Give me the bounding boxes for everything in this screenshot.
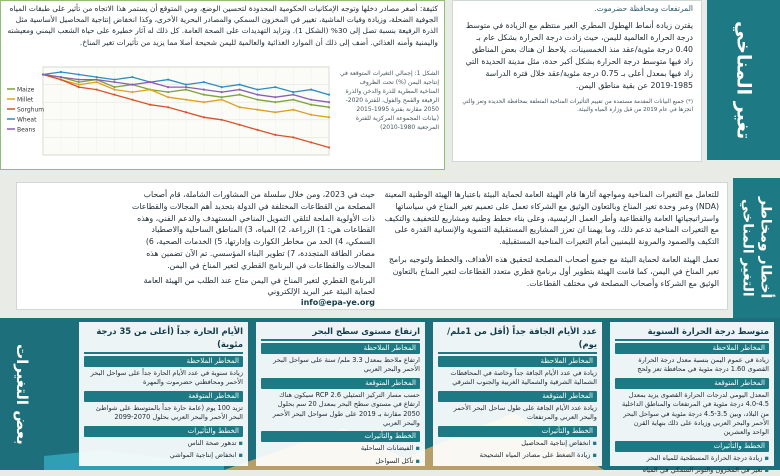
section-tab-risks: أخطار ومخاطر التغير المناخي	[733, 178, 780, 318]
yield-chart-svg	[5, 63, 335, 167]
impact-column	[79, 322, 248, 466]
chart-point	[256, 99, 258, 101]
chart-point	[292, 136, 294, 138]
top-footnote: (*) جميع البيانات المقدمة مستمدة من تقييم التأثيرات المناخية المتعلقة بمحافظة الحديدة وتعز والتي انجزها في عام 2019 من قبل وزارة المياه والبيئة.	[462, 99, 693, 114]
risks-card	[16, 182, 728, 310]
chart-point	[310, 114, 312, 116]
chart-point	[239, 106, 241, 108]
plans-label: الخطط والتأثيرات	[615, 441, 769, 452]
expected-label: المخاطر المتوقعة	[615, 378, 769, 389]
chart-point	[239, 124, 241, 126]
chart-point	[131, 84, 133, 86]
chart-point	[310, 89, 312, 91]
chart-point	[256, 129, 258, 131]
impact-column-title: ارتفاع مستوى سطح البحر	[261, 325, 420, 341]
chart-point	[113, 81, 115, 83]
chart-point	[149, 89, 151, 91]
chart-point	[203, 89, 205, 91]
chart-point	[221, 96, 223, 98]
top-middle-card	[0, 0, 445, 170]
chart-point	[274, 134, 276, 136]
expected-label: المخاطر المتوقعة	[261, 378, 420, 389]
impact-column	[256, 322, 425, 466]
chart-point	[328, 146, 330, 148]
chart-point	[42, 73, 44, 75]
plan-item: ▪ زيادة الضغط على مصادر المياه الشحيحة	[438, 451, 597, 460]
chart-point	[60, 71, 62, 73]
plans-label: الخطط والتأثيرات	[84, 426, 243, 437]
expected-text: المعدل اليومي لدرجات الحرارة القصوى يزيد بمعدل 4.5-4.0 درجة مئوية في المرتفعات والمناطق الداخلية من البلاد، وبين 3.5-4.5 درجة مئوية في سواحل البحر الأحمر والبحر العربي وزيادة على ذلك بنهاية القرن الواحد والعشرين	[621, 390, 769, 437]
chart-point	[96, 81, 98, 83]
observed-label: المخاطر الملاحظة	[438, 356, 597, 367]
risks-paragraph-1: للتعامل مع التغيرات المناخية ومواجهة آثارها قام الهيئة العامة لحماية البيئة باعتبارها الهيئة الوطنية المعينة (NDA) وعبر وحدة تغير المناخ وبالتعاون الوثيق مع الشركاء تعمل على تعميم تغير المناخ في سياساتها واستراتيجياتها العامة والقطاعية وأطر العمل الرئيسية، وعلى بناء خطط وطنية ومشاريع للتخفيف والتكيف مع التغيرات المناخية تدعم ذلك، وما يهمنا ان تعزز المشاريع المستقبلية التنموية والإنسانية القدرة على التكيف والصمود والمرونة لليمنيين أمام التغيرات المناخية المستقبلية.	[384, 190, 719, 247]
figure-caption: الشكل 1: إجمالي التغيرات المتوقعة في إنتاجية اليمن (%) تحت الظروف المناخية المطرية للذرة والدخن والذرة الرفيعة والقمح والفول، للفترة 2020-2050 مقارنة بفترة 1995-2015 (بيانات المجموعة المركزية للفترة المرجعية 1980-2010)	[340, 70, 439, 131]
chart-point	[149, 104, 151, 106]
impact-column-title: متوسط درجة الحرارة السنوية	[615, 325, 769, 341]
chart-point	[256, 109, 258, 111]
chart-point	[96, 78, 98, 80]
contact-email-link[interactable]: info@epa-ye.org	[300, 298, 375, 308]
impact-column-title: عدد الأيام الجافة جداً (أقل من 1ملم/يوم)	[438, 325, 597, 354]
expected-text: حسب مسار التركيز التمثيلي 2.6 RCP سيكون هناك ارتفاع في مستوى سطح البحر بمعدل 20 سم بحلول 2050 مقارنة بـ 2019 على طول سواحل البحر الأحمر والبحر العربي	[272, 390, 420, 428]
expected-label: المخاطر المتوقعة	[84, 391, 243, 402]
chart-point	[60, 78, 62, 80]
chart-point	[60, 76, 62, 78]
chart-point	[131, 91, 133, 93]
chart-point	[167, 86, 169, 88]
chart-point	[203, 116, 205, 118]
chart-point	[328, 101, 330, 103]
chart-point	[239, 94, 241, 96]
chart-point	[185, 89, 187, 91]
chart-point	[203, 101, 205, 103]
expected-text: تزيد 100 يوم (عامة حارة جداً بالمتوسط على شواطئ البحر الأحمر والبحر العربي بحلول 2070-2099	[95, 403, 243, 422]
chart-point	[221, 86, 223, 88]
expected-label: المخاطر المتوقعة	[438, 391, 597, 402]
chart-point	[131, 99, 133, 101]
chart-point	[292, 94, 294, 96]
impact-columns	[50, 322, 774, 475]
chart-point	[203, 94, 205, 96]
chart-legend-label: Sorghum	[17, 106, 45, 114]
section-tab-impacts: بعض التغيرات	[0, 318, 44, 470]
plan-item: ▪ الفيضانات الساحلية	[261, 444, 420, 453]
section-tab-climate-change: تغير المناخي	[707, 0, 780, 160]
observed-label: المخاطر الملاحظة	[615, 343, 769, 354]
chart-point	[274, 101, 276, 103]
chart-point	[185, 111, 187, 113]
observed-text: زيادة في عدد الأيام الجافة جداً وخاصة في المحافظات الشمالية الشرقية والشمالية الغربية والجنوب الشرقي	[450, 369, 597, 387]
chart-point	[221, 99, 223, 101]
chart-point	[239, 89, 241, 91]
chart-point	[256, 89, 258, 91]
yield-chart	[5, 63, 335, 167]
chart-point	[113, 89, 115, 91]
chart-legend-label: Maize	[17, 86, 35, 94]
observed-label: المخاطر الملاحظة	[84, 356, 243, 367]
observed-text: زيادة في عموم اليمن بنسبة معدل درجة الحرارة القصوى 1.60 درجة مئوية في محافظة تعز ولحج	[637, 356, 769, 374]
chart-legend-label: Millet	[17, 96, 34, 104]
chart-point	[131, 76, 133, 78]
chart-point	[149, 81, 151, 83]
chart-point	[274, 111, 276, 113]
risks-paragraph-3: حيث في 2023، ومن خلال سلسلة من المشاورات الشاملة، قام أصحاب المصلحة من القطاعات المختلفة في الدولة بتحديد أهم المجالات والقطاعات ذات الأولوية الملحة لتلقي التمويل المناخي المستهدف والدعم الفني، وهذه القطاعات هي: 1) الزراعة، 2) المياه، 3) المناطق الساحلية والاصطياد السمكي، 4) الحد من مخاطر الكوارث وإدارتها، 5) الخدمات الصحية، 6) مصادر الطاقة المتجددة، 7) تطوير البناء المؤسسي. تم الآن تضمين هذه المجالات والقطاعات في البرنامج القطري لتغير المناخ في اليمن.	[132, 190, 375, 270]
chart-point	[274, 86, 276, 88]
chart-legend-label: Wheat	[17, 116, 37, 124]
top-yield-paragraph: كثيفة: أصغر مصادر دخلها وتوجه الإمكانيات الحكومية المحدودة لتحسين الوضع، ومن المتوقع أن يستمر هذا الاتجاه من تأثير على طبقات المياه الجوفية الضحلة، وزيادة وفيات الماشية، تغيير في المخزون السمكي والمصادر البحرية الأخرى، وكذا انخفاض إنتاجية المحاصيل الأساسية مثل الذرة الرفيعة بنسبة تصل إلى 30% (الشكل 1). وتزايد التهديدات على الصحة العامة. كل ذلك له آثار خطيرة على حياة الشعب اليمني ومعيشته واليمنية وأمنه الغذائي. أضف إلى ذلك أن الموارد الغذائية والعالمية لليمن شحيحة أصلا مما يزيد من تأثيرات تغير المناخ.	[7, 4, 438, 47]
observed-text: ارتفاع ملاحظ بمعدل 3.3 ملم/ سنة على سواحل البحر الأحمر والبحر العربي	[273, 356, 420, 374]
chart-point	[78, 78, 80, 80]
chart-point	[167, 78, 169, 80]
observed-label: المخاطر الملاحظة	[261, 343, 420, 354]
plan-item: ▪ تدهور صحة الناس	[84, 439, 243, 448]
chart-point	[221, 91, 223, 93]
chart-point	[113, 86, 115, 88]
chart-point	[274, 96, 276, 98]
chart-point	[292, 99, 294, 101]
chart-point	[185, 86, 187, 88]
chart-point	[239, 84, 241, 86]
chart-point	[310, 104, 312, 106]
chart-point	[256, 94, 258, 96]
plan-item: ▪ انخفاض إنتاجية المحاصيل	[438, 439, 597, 448]
chart-point	[113, 78, 115, 80]
chart-point	[203, 81, 205, 83]
plan-item: ▪ تغير في المخزون والتوتر السمكي في المياه	[615, 466, 769, 475]
plans-label: الخطط والتأثيرات	[438, 426, 597, 437]
plans-label: الخطط والتأثيرات	[261, 431, 420, 442]
chart-point	[292, 109, 294, 111]
chart-point	[328, 94, 330, 96]
top-right-card	[452, 0, 702, 162]
expected-text: زيادة عدد الأيام الجافة على طول ساحل البحر الأحمر والبحر العربي والمرتفعات	[453, 403, 597, 422]
chart-point	[96, 89, 98, 91]
chart-point	[292, 91, 294, 93]
chart-point	[113, 94, 115, 96]
chart-legend-label: Beans	[17, 126, 36, 134]
risks-paragraph-2: تعمل الهيئة العامة لحماية البيئة مع جميع أصحاب المصلحة لتحقيق هذه الأهداف، والخطط ولتوجيه برامج تغير المناخ في اليمن، كما قامت الهيئة بتطوير أول برنامج قطري متعدد القطاعات لتغير المناخ بالتعاون الوثيق مع الشركاء وأصحاب المصلحة في مختلف القطاعات.	[388, 254, 719, 288]
chart-point	[96, 76, 98, 78]
chart-point	[78, 86, 80, 88]
top-fragment: المرتفعات ومحافظة حضرموت.	[594, 4, 693, 13]
chart-point	[78, 73, 80, 75]
chart-point	[185, 84, 187, 86]
plan-item: ▪ تآكل السواحل	[261, 457, 420, 466]
top-temperature-paragraph: يقترن زيادة أنماط الهطول المطري الغير منتظم مع الزيادة في متوسط درجة الحرارة العالمية لليمن، حيث زادت درجة الحرارة بشكل عام بـ 0.40 درجة مئوية/عقد منذ الخمسينات. يلاحظ ان هناك بعض المناطق زاد فيها متوسط درجة الحرارة بشكل أكبر حدة، مثل مدينة الحديدة التي زاد فيها بمعدل أعلى بـ 0.75 درجة مئوية/عقد خلال فترة الدراسة 1985-2019 عن بقية مناطق اليمن.	[465, 21, 693, 91]
chart-point	[78, 84, 80, 86]
impact-column	[433, 322, 602, 466]
chart-point	[310, 141, 312, 143]
chart-point	[78, 81, 80, 83]
chart-point	[167, 96, 169, 98]
chart-point	[167, 91, 169, 93]
plan-item: ▪ زيادة درجة الحرارة المسطحية للمياه البحر	[615, 454, 769, 463]
chart-point	[328, 116, 330, 118]
plan-item: ▪ انخفاض إنتاجية المواشي	[84, 451, 243, 460]
chart-point	[167, 106, 169, 108]
impact-column-title: الأيام الحارة جداً (أعلى من 35 درجة مئوية)	[84, 325, 243, 354]
observed-text: زيادة سنوية في عدد الأيام الحارة جداً على سواحل البحر الأحمر ومحافظتي حضرموت والمهرة	[90, 369, 243, 387]
chart-point	[185, 99, 187, 101]
chart-point	[221, 119, 223, 121]
risks-paragraph-4: البرنامج القطري لتغير المناخ في اليمن متاح عند الطلب من الهيئة العامة لحماية البيئة عبر البريد الإلكتروني	[143, 275, 375, 297]
impact-column	[610, 322, 774, 475]
chart-point	[328, 106, 330, 108]
chart-point	[310, 99, 312, 101]
